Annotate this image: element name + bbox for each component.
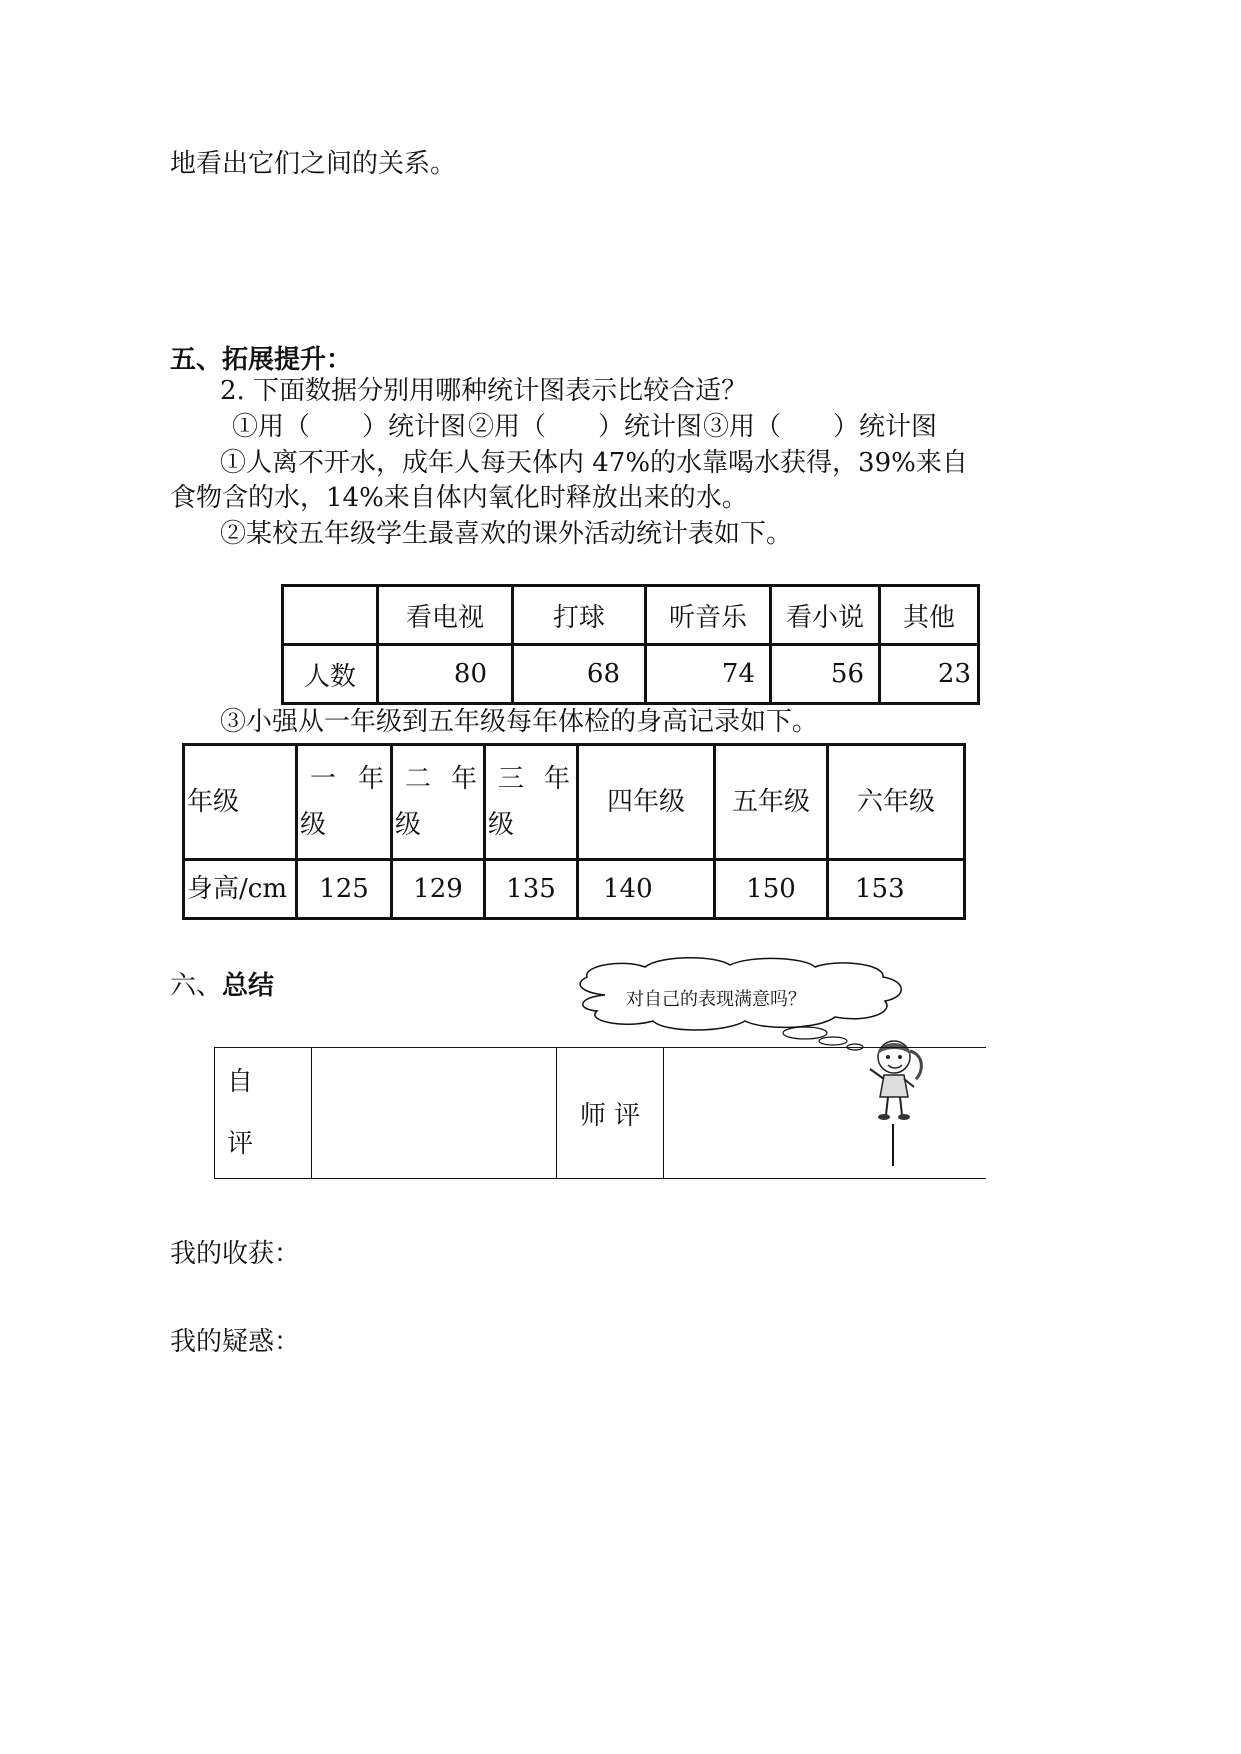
table-cell: 140 — [578, 860, 715, 919]
blank-2: ②用（ ）统计图 — [468, 412, 703, 442]
item2-text: ②某校五年级学生最喜欢的课外活动统计表如下。 — [220, 519, 793, 549]
table-row — [184, 860, 965, 919]
table-header-cell: 看电视 — [378, 586, 513, 645]
self-eval-char: 评 — [227, 1129, 254, 1159]
self-eval-label — [215, 1048, 312, 1179]
section5-heading: 五、拓展提升： — [170, 345, 353, 375]
self-eval-area[interactable] — [312, 1048, 557, 1179]
header-char: 级 — [300, 810, 327, 840]
header-char: 级 — [395, 810, 422, 840]
table-cell: 68 — [513, 645, 646, 704]
activity-table — [281, 584, 980, 705]
item1-line1: ①人离不开水，成年人每天体内 47%的水靠喝水获得，39%来自 — [220, 448, 968, 478]
doubt-label: 我的疑惑： — [170, 1327, 301, 1357]
table-cell: 80 — [378, 645, 513, 704]
header-char: 级 — [488, 810, 515, 840]
row-label-cell: 年级 — [184, 745, 297, 860]
blank-1: ①用（ ）统计图 — [232, 412, 467, 442]
header-char: 一 — [310, 764, 337, 794]
row-label-cell: 人数 — [283, 645, 378, 704]
table-cell: 125 — [297, 860, 392, 919]
table-cell: 74 — [646, 645, 771, 704]
table-cell: 23 — [880, 645, 979, 704]
eval-box-right-edge — [892, 1124, 894, 1166]
table-row — [184, 745, 965, 860]
header-char: 年 — [543, 764, 570, 794]
table-cell: 56 — [771, 645, 880, 704]
section6-heading — [170, 965, 274, 1002]
table-header-cell — [392, 745, 485, 860]
self-eval-char: 自 — [227, 1067, 254, 1097]
table-header-cell: 其他 — [880, 586, 979, 645]
bubble-text: 对自己的表现满意吗？ — [626, 989, 806, 1010]
header-char: 三 — [498, 764, 525, 794]
table-header-cell: 看小说 — [771, 586, 880, 645]
table-header-cell: 六年级 — [828, 745, 965, 860]
table-row — [283, 586, 979, 645]
intro-continuation: 地看出它们之间的关系。 — [170, 149, 457, 179]
table-header-cell: 四年级 — [578, 745, 715, 860]
section6-heading-bold: 总结 — [222, 971, 275, 1001]
table-cell — [283, 586, 378, 645]
table-header-cell — [485, 745, 578, 860]
section6-heading-prefix: 六、 — [170, 971, 223, 1001]
table-header-cell — [297, 745, 392, 860]
gain-label: 我的收获： — [170, 1239, 301, 1269]
item1-line2: 食物含的水，14%来自体内氧化时释放出来的水。 — [170, 483, 748, 513]
header-char: 年 — [357, 764, 384, 794]
table-row — [283, 645, 979, 704]
height-table — [182, 743, 966, 920]
table-cell: 150 — [715, 860, 828, 919]
table-cell: 153 — [828, 860, 965, 919]
evaluation-table — [214, 1047, 986, 1179]
table-header-cell: 听音乐 — [646, 586, 771, 645]
table-cell: 135 — [485, 860, 578, 919]
row-label-cell: 身高/cm — [184, 860, 297, 919]
table-header-cell: 五年级 — [715, 745, 828, 860]
header-char: 二 — [405, 764, 432, 794]
table-header-cell: 打球 — [513, 586, 646, 645]
header-char: 年 — [450, 764, 477, 794]
teacher-eval-label: 师 评 — [557, 1048, 664, 1179]
blank-3: ③用（ ）统计图 — [703, 412, 938, 442]
section5-question: 2. 下面数据分别用哪种统计图表示比较合适？ — [220, 376, 748, 406]
table-cell: 129 — [392, 860, 485, 919]
teacher-eval-area[interactable] — [664, 1048, 987, 1179]
table-row — [215, 1048, 987, 1179]
item3-text: ③小强从一年级到五年级每年体检的身高记录如下。 — [220, 707, 819, 737]
